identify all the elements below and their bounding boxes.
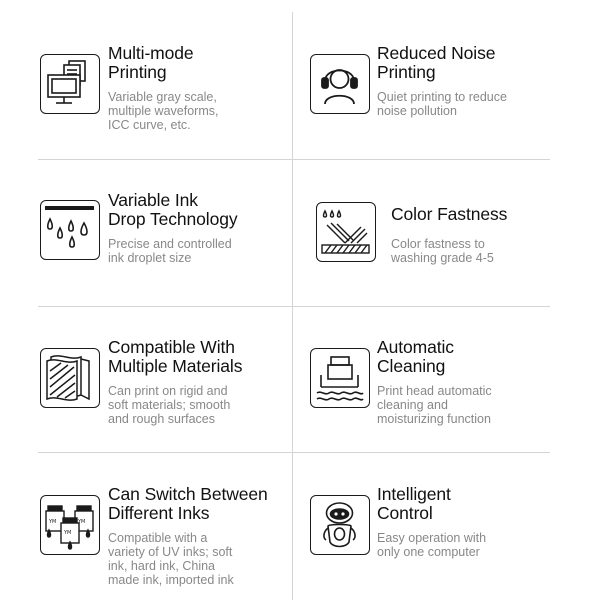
feature-description: Print head automatic cleaning and moisturizing function: [377, 384, 492, 426]
fabric-wash-icon: [316, 202, 376, 262]
ink-drops-icon: [40, 200, 100, 260]
row-divider: [38, 306, 550, 307]
material-layers-icon: [40, 348, 100, 408]
feature-description: Color fastness to washing grade 4-5: [391, 237, 494, 265]
ink-bottles-icon: [40, 495, 100, 555]
robot-icon: [310, 495, 370, 555]
monitor-documents-icon: [40, 54, 100, 114]
feature-description: Precise and controlled ink droplet size: [108, 237, 232, 265]
svg-text:YM: YM: [78, 519, 86, 525]
row-divider: [38, 452, 550, 453]
svg-text:YM: YM: [49, 519, 57, 525]
feature-title: Reduced Noise Printing: [377, 43, 496, 82]
feature-description: Easy operation with only one computer: [377, 531, 487, 559]
feature-title: Variable Ink Drop Technology: [108, 190, 238, 229]
headphones-person-icon: [310, 54, 370, 114]
feature-description: Quiet printing to reduce noise pollution: [377, 90, 507, 118]
svg-text:YM: YM: [64, 530, 72, 536]
feature-title: Can Switch Between Different Inks: [108, 484, 268, 523]
feature-title: Compatible With Multiple Materials: [108, 337, 243, 376]
row-divider: [38, 159, 550, 160]
feature-title: Color Fastness: [391, 204, 508, 224]
printhead-cleaning-icon: [310, 348, 370, 408]
feature-title: Multi-mode Printing: [108, 43, 194, 82]
feature-description: Can print on rigid and soft materials; smooth and rough surfaces: [108, 384, 231, 426]
feature-description: Variable gray scale, multiple waveforms, ICC curve, etc.: [108, 90, 219, 132]
feature-description: Compatible with a variety of UV inks; soft ink, hard ink, China made ink, imported ink: [108, 531, 234, 587]
feature-title: Intelligent Control: [377, 484, 451, 523]
feature-title: Automatic Cleaning: [377, 337, 454, 376]
